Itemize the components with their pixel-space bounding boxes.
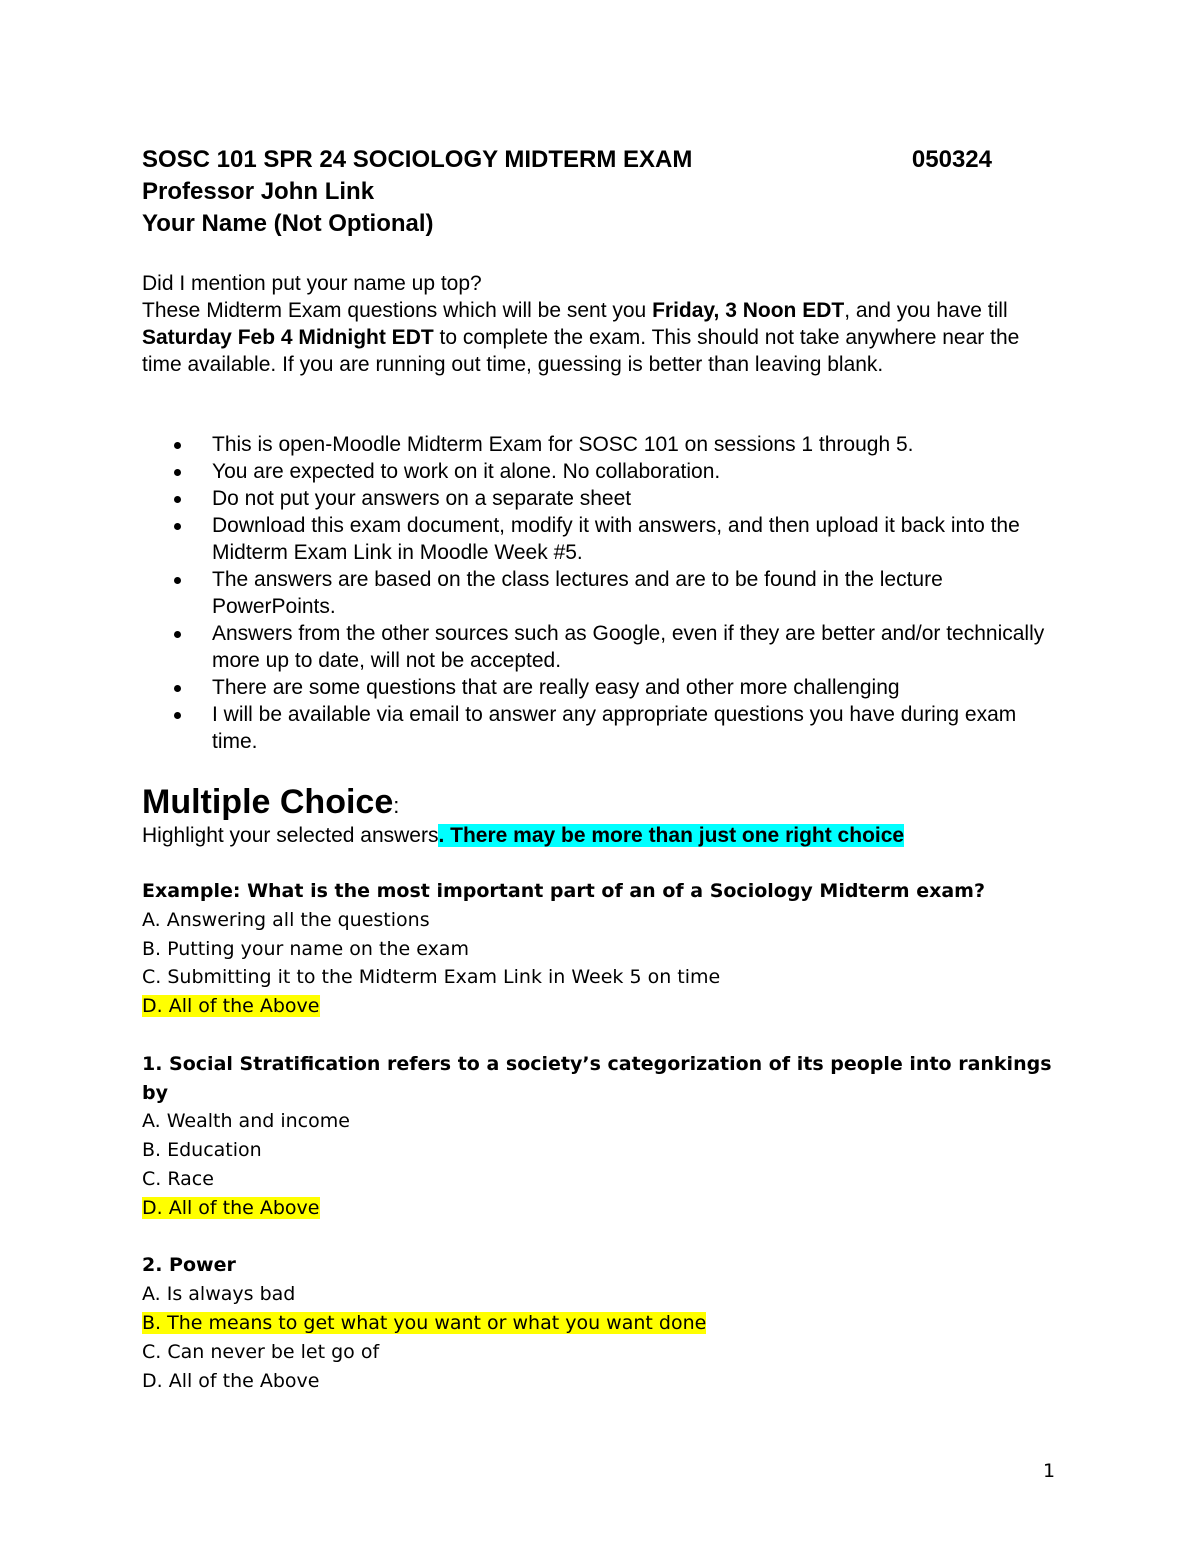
instructions-list (142, 431, 1062, 755)
answer-option-text: D. All of the Above (142, 995, 320, 1018)
section-title-text: Multiple Choice (142, 783, 394, 821)
student-name-line: Your Name (Not Optional) (142, 210, 434, 237)
answer-option[interactable] (142, 1338, 1062, 1367)
list-item (142, 431, 1062, 458)
answer-option-text: A. Answering all the questions (142, 908, 430, 931)
intro-text-c: , and you have till (844, 299, 1008, 322)
intro-paragraph (142, 297, 1052, 378)
instruction-text: Highlight your selected answers (142, 824, 439, 847)
answer-option-text: B. The means to get what you want or what you want done (142, 1311, 707, 1334)
list-item (142, 458, 1062, 485)
section-instruction (142, 822, 904, 850)
instruction-highlight: . There may be more than just one right choice (438, 824, 905, 847)
list-item (142, 674, 1062, 701)
bullet-icon (174, 685, 181, 692)
exam-code: 050324 (911, 146, 992, 173)
answer-option[interactable] (142, 992, 1062, 1021)
answer-option-text: D. All of the Above (142, 1369, 320, 1392)
list-item-text: Do not put your answers on a separate sheet (212, 487, 632, 510)
answer-option-text: C. Can never be let go of (142, 1340, 380, 1363)
section-title (142, 782, 399, 826)
list-item (142, 512, 1062, 566)
answer-option-text: A. Is always bad (142, 1283, 296, 1306)
list-item-text: There are some questions that are really easy and other more challenging (212, 676, 900, 699)
answer-option[interactable] (142, 1367, 1062, 1396)
list-item-text: Answers from the other sources such as Google, even if they are better and/or technically more up to date, will not be accepted. (212, 622, 1045, 672)
intro-line-1: Did I mention put your name up top? (142, 272, 482, 295)
answer-option[interactable] (142, 963, 1062, 992)
list-item (142, 620, 1062, 674)
bullet-icon (174, 523, 181, 530)
answer-option[interactable] (142, 935, 1062, 964)
answer-option[interactable] (142, 1136, 1062, 1165)
section-title-colon: : (393, 793, 400, 818)
bullet-icon (174, 577, 181, 584)
question-2 (142, 1251, 1062, 1395)
list-item (142, 485, 1062, 512)
list-item (142, 701, 1062, 755)
answer-option[interactable] (142, 1280, 1062, 1309)
bullet-icon (174, 712, 181, 719)
questions-list (142, 877, 1062, 1424)
answer-option-text: D. All of the Above (142, 1196, 320, 1219)
question-title: Example: What is the most important part of an of a Sociology Midterm exam? (142, 880, 985, 902)
answer-option-text: B. Education (142, 1139, 262, 1162)
intro-deadline: Saturday Feb 4 Midnight EDT (142, 326, 434, 349)
answer-option[interactable] (142, 1194, 1062, 1223)
professor-name: Professor John Link (142, 178, 375, 205)
list-item-text: This is open-Moodle Midterm Exam for SOSC 101 on sessions 1 through 5. (212, 433, 914, 456)
answer-option-text: C. Submitting it to the Midterm Exam Link in Week 5 on time (142, 966, 721, 989)
answer-option[interactable] (142, 1309, 1062, 1338)
answer-option[interactable] (142, 906, 1062, 935)
intro-text-e: to complete the exam. This should not take anywhere near the time available. If you are running out time, guessing is better than leaving blank. (142, 326, 1020, 376)
answer-option-text: C. Race (142, 1167, 214, 1190)
answer-option[interactable] (142, 1165, 1062, 1194)
question-1 (142, 1050, 1062, 1223)
question-example (142, 877, 1062, 1021)
exam-title: SOSC 101 SPR 24 SOCIOLOGY MIDTERM EXAM (142, 146, 693, 173)
answer-option[interactable] (142, 1107, 1062, 1136)
exam-header (142, 144, 1002, 240)
list-item-text: Download this exam document, modify it with answers, and then upload it back into the Midterm Exam Link in Moodle Week #5. (212, 514, 1020, 564)
bullet-icon (174, 442, 181, 449)
intro-text-a: These Midterm Exam questions which will be sent you (142, 299, 653, 322)
answer-option-text: A. Wealth and income (142, 1110, 350, 1133)
intro-text (142, 270, 1052, 378)
list-item (142, 566, 1062, 620)
list-item-text: I will be available via email to answer any appropriate questions you have during exam time. (212, 703, 1017, 753)
page-number: 1 (1043, 1460, 1056, 1482)
answer-option-text: B. Putting your name on the exam (142, 937, 469, 960)
intro-start-time: Friday, 3 Noon EDT (652, 299, 845, 322)
question-title: 1. Social Stratification refers to a society’s categorization of its people into rankings by (142, 1052, 1052, 1104)
bullet-icon (174, 496, 181, 503)
list-item-text: The answers are based on the class lectures and are to be found in the lecture PowerPoints. (212, 568, 943, 618)
bullet-icon (174, 469, 181, 476)
bullet-icon (174, 631, 181, 638)
list-item-text: You are expected to work on it alone. No collaboration. (212, 460, 721, 483)
question-title: 2. Power (142, 1254, 236, 1277)
